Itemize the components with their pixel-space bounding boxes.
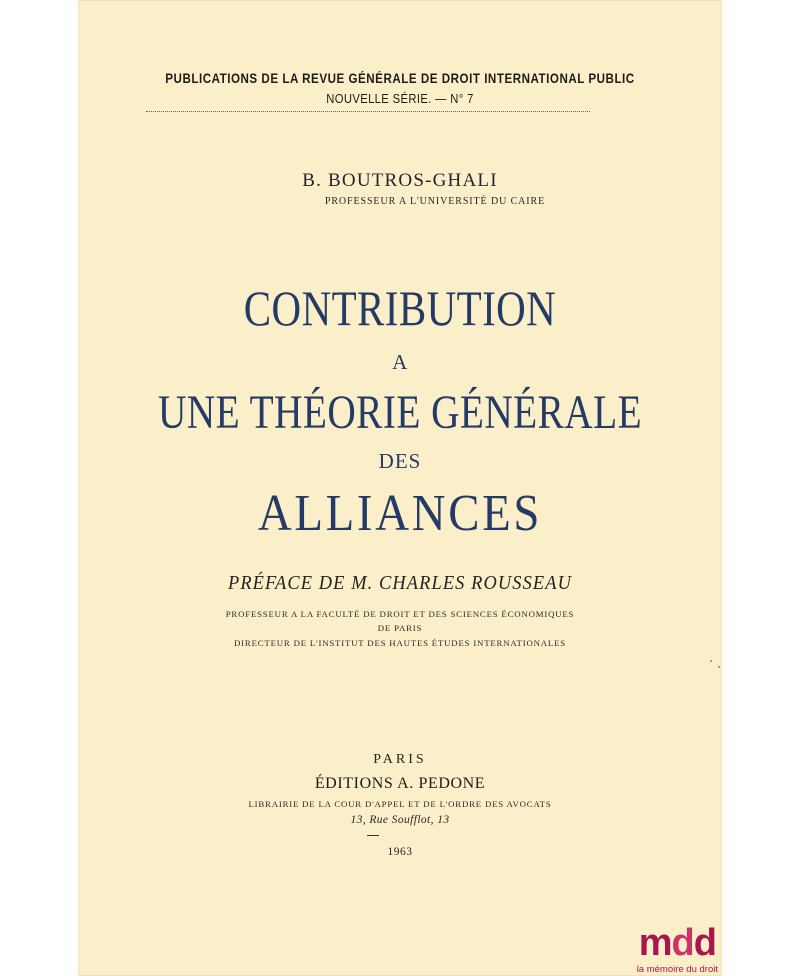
imprint-year: 1963 [387,846,413,858]
series-number: NOUVELLE SÉRIE. — N° 7 [326,92,474,106]
mdd-logo[interactable] [637,924,718,975]
preface-affiliation-3: DIRECTEUR DE L'INSTITUT DES HAUTES ÉTUDES INTERNATIONALES [234,638,566,648]
paper-speck [710,660,712,662]
author-name: B. BOUTROS-GHALI [302,170,498,191]
title-line-3: UNE THÉORIE GÉNÉRALE [157,386,643,439]
paper-speck [718,666,720,668]
book-cover [78,0,722,976]
imprint-library: LIBRAIRIE DE LA COUR D'APPEL ET DE L'ORDRE DES AVOCATS [248,799,552,809]
author-affiliation: PROFESSEUR A L'UNIVERSITÉ DU CAIRE [324,196,546,207]
series-title: PUBLICATIONS DE LA REVUE GÉNÉRALE DE DROIT INTERNATIONAL PUBLIC [165,71,635,86]
header-rule [146,111,590,112]
preface-affiliation-1: PROFESSEUR A LA FACULTÉ DE DROIT ET DES SCIENCES ÉCONOMIQUES [225,609,575,619]
logo-mark: mdd [638,922,716,964]
title-line-2: A [392,350,408,374]
preface-affiliation-2: DE PARIS [377,623,423,633]
title-line-4: DES [378,449,422,473]
imprint-address: 13, Rue Soufflot, 13 [350,814,450,826]
imprint-dash [367,835,379,836]
imprint-publisher: ÉDITIONS A. PEDONE [314,775,486,792]
title-line-1: CONTRIBUTION [243,280,557,336]
preface-heading: PRÉFACE DE M. CHARLES ROUSSEAU [227,572,572,594]
imprint-city: PARIS [373,752,427,767]
logo-tagline: la mémoire du droit [636,964,718,975]
title-line-5: ALLIANCES [257,485,543,542]
